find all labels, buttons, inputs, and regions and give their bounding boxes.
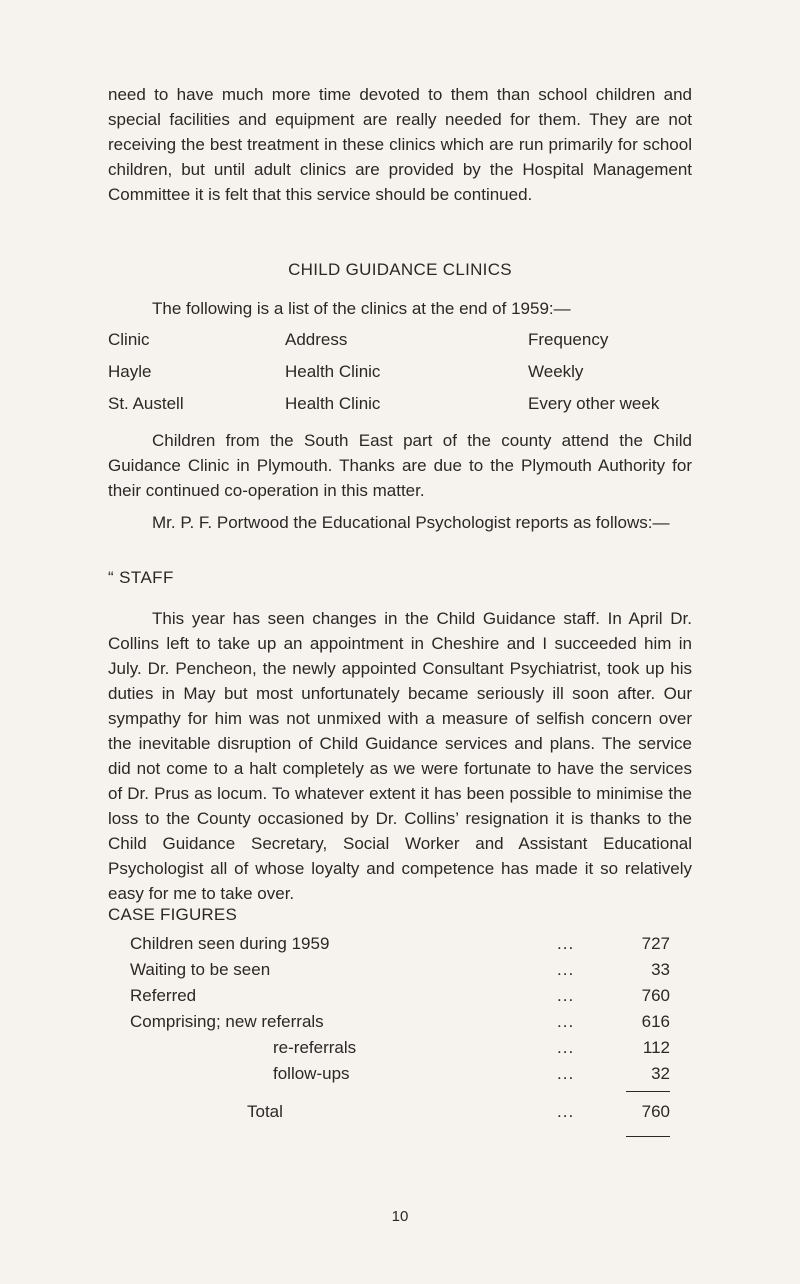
staff-paragraph: This year has seen changes in the Child Guidance staff. In April Dr. Collins left to take up an appointment in Cheshire and I succeeded him in July. Dr. Pencheon, the newly appointed Consultant Psychiatrist, took up his duties in May but most unfortunately became seriously ill soon after. Our sympathy for him was not unmixed with a measure of selfish concern over the inevitable disruption of Child Guidance services and plans. The service did not come to a halt completely as we were fortunate to have the services of Dr. Prus as locum. To whatever extent it has been possible to minimise the loss to the County occasioned by Dr. Collins’ resignation it is thanks to the Child Guidance Secretary, Social Worker and Assistant Educational Psychologist all of whose loyalty and competence has made it so relatively easy for me to take over. [108, 609, 692, 903]
case-row [130, 960, 670, 986]
clinic-frequency: Weekly [528, 362, 584, 381]
case-figures-title: CASE FIGURES [108, 905, 237, 924]
clinic-name: St. Austell [108, 394, 184, 413]
total-label: Total [247, 1102, 283, 1121]
leader-dots: ... [557, 1012, 575, 1031]
leader-dots: ... [557, 934, 575, 953]
case-figures-table [130, 934, 670, 1121]
case-row [130, 1064, 670, 1090]
case-row [130, 986, 670, 1012]
case-label: Referred [130, 986, 197, 1005]
clinic-name: Hayle [108, 362, 152, 381]
clinic-frequency: Every other week [528, 394, 660, 413]
header-clinic: Clinic [108, 330, 150, 349]
case-label: Waiting to be seen [130, 960, 271, 979]
clinics-table [108, 330, 692, 426]
case-row [130, 1012, 670, 1038]
total-rule-top [626, 1091, 670, 1092]
header-address: Address [285, 330, 348, 349]
case-label: Comprising; new referrals [130, 1012, 324, 1031]
clinic-address: Health Clinic [285, 394, 381, 413]
clinics-intro: The following is a list of the clinics at the end of 1959:— [152, 299, 571, 318]
clinic-row [108, 394, 692, 426]
plymouth-paragraph: Children from the South East part of the county attend the Child Guidance Clinic in Plymouth. Thanks are due to the Plymouth Authority for their continued co-operation in this matter. [108, 431, 692, 500]
case-row [130, 934, 670, 960]
page-number: 10 [391, 1208, 409, 1225]
case-value: 33 [651, 960, 670, 979]
case-row [130, 1038, 670, 1064]
total-value: 760 [641, 1102, 670, 1121]
leader-dots: ... [557, 1102, 575, 1121]
leader-dots: ... [557, 1064, 575, 1083]
leader-dots: ... [557, 960, 575, 979]
intro-paragraph: need to have much more time devoted to them than school children and special facilities and equipment are really needed for them. They are not receiving the best treatment in these clinics which are run primarily for school children, but until adult clinics are provided by the Hospital Management Committee it is felt that this service should be continued. [108, 85, 692, 204]
header-frequency: Frequency [528, 330, 609, 349]
section-heading: CHILD GUIDANCE CLINICS [288, 260, 512, 279]
case-value: 112 [642, 1038, 670, 1057]
case-value: 616 [641, 1012, 670, 1031]
case-value: 727 [641, 934, 670, 953]
case-label: Children seen during 1959 [130, 934, 330, 953]
clinics-header-row [108, 330, 692, 362]
case-value: 32 [651, 1064, 670, 1083]
case-total-row [130, 1102, 670, 1128]
clinic-address: Health Clinic [285, 362, 381, 381]
case-label: re-referrals [273, 1038, 357, 1057]
case-label: follow-ups [273, 1064, 350, 1083]
clinic-row [108, 362, 692, 394]
total-rule-bottom [626, 1136, 670, 1137]
staff-heading: “ STAFF [108, 568, 174, 587]
case-value: 760 [641, 986, 670, 1005]
leader-dots: ... [557, 986, 575, 1005]
psychologist-paragraph: Mr. P. F. Portwood the Educational Psychologist reports as follows:— [152, 513, 670, 532]
leader-dots: ... [557, 1038, 575, 1057]
